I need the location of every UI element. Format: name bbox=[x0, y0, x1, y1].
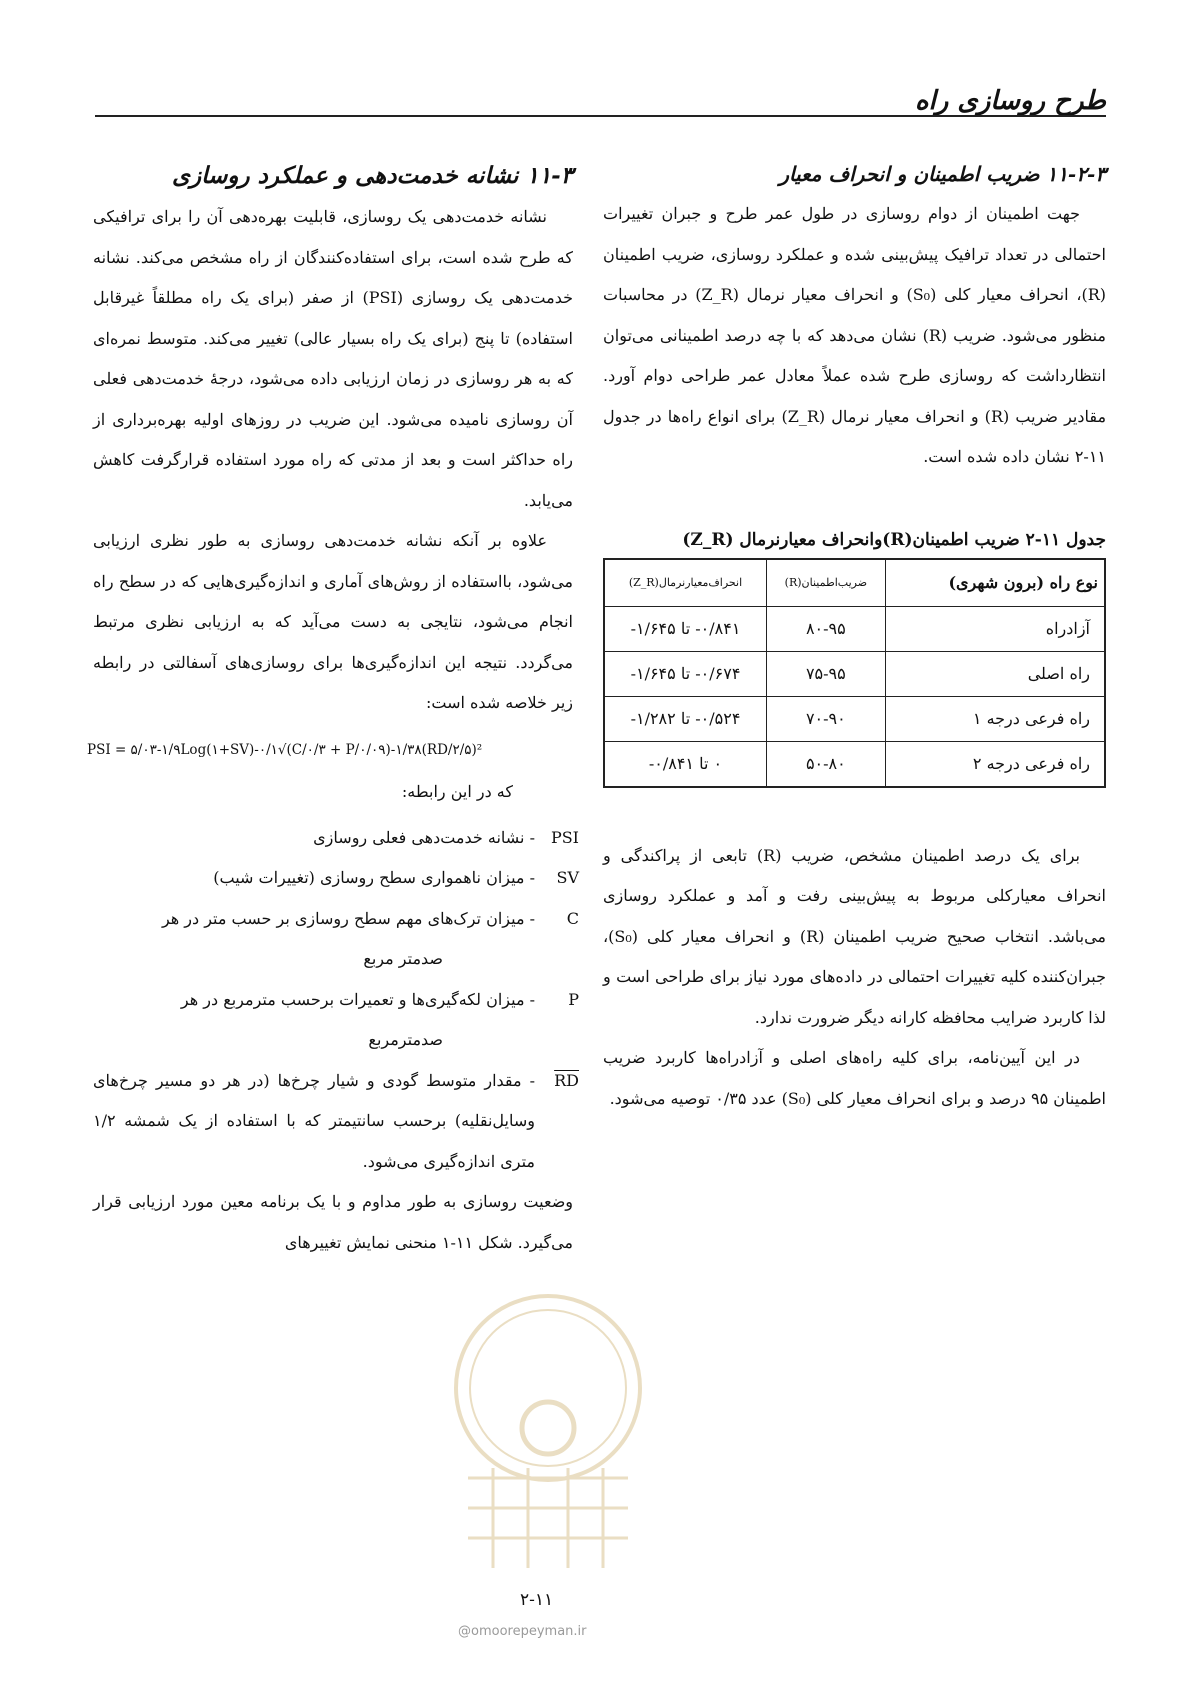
page-number: ۲-۱۱ bbox=[520, 1590, 554, 1610]
definition-c bbox=[93, 899, 579, 940]
paragraph: جهت اطمینان از دوام روسازی در طول عمر طرح و جبران تغییرات احتمالی در تعداد ترافیک پیش‌بینی شده و عملکرد روسازی، ضریب اطمینان (R)، انحراف معیار کلی (S₀) و انحراف معیار نرمال (Z_R) در محاسبات منظور می‌شود. ضریب (R) نشان می‌دهد که با چه درصد اطمینانی می‌توان انتظارداشت که روسازی طرح شده عملاً معادل عمر طراحی دوام آورد. مقادیر ضریب (R) و انحراف معیار نرمال (Z_R) برای انواع راه‌ها در جدول ۱۱-۲ نشان داده شده است. bbox=[603, 204, 1107, 466]
table-header-cell: نوع راه (برون شهری) bbox=[885, 559, 1105, 607]
paragraph: برای یک درصد اطمینان مشخص، ضریب (R) تابعی از پراکندگی و انحراف معیارکلی مربوط به پیش‌بینی رفت و آمد و عملکرد روسازی می‌باشد. انتخاب صحیح ضریب اطمینان (R) و انحراف معیار کلی (S₀)، جبران‌کننده کلیه تغییرات احتمالی در داده‌های مورد نیاز برای طراحی است و لذا کاربرد ضرایب محافظه کارانه دیگر ضرورت ندارد. bbox=[603, 845, 1106, 1027]
definition-symbol: SV bbox=[556, 868, 579, 887]
table-caption: جدول ۱۱-۲ ضریب اطمینان(R)وانحراف معیارنرمال (Z_R) bbox=[682, 529, 1106, 550]
watermark-seal-icon bbox=[448, 1278, 648, 1578]
table-cell: ۷۵-۹۵ bbox=[766, 651, 885, 696]
table-cell: ۰/۵۲۴- تا ۱/۲۸۲- bbox=[604, 696, 766, 741]
paragraph: در این آیین‌نامه، برای کلیه راه‌های اصلی و آزادراه‌ها کاربرد ضریب اطمینان ۹۵ درصد و برای انحراف معیار کلی (S₀) عدد ۰/۳۵ توصیه می‌شود. bbox=[603, 1048, 1106, 1108]
definition-text: - میزان ترک‌های مهم سطح روسازی بر حسب متر در هر bbox=[161, 908, 535, 928]
table-row bbox=[604, 741, 1105, 787]
definition-symbol: PSI bbox=[550, 827, 579, 847]
definitions-intro: که در این رابطه: bbox=[401, 781, 513, 801]
section-title-reliability: ۱۱-۲-۳ ضریب اطمینان و انحراف معیار bbox=[779, 162, 1106, 186]
definition-symbol: $\overline{RD}$ bbox=[554, 1070, 579, 1090]
table-cell: ۰/۸۴۱- تا ۱/۶۴۵- bbox=[604, 606, 766, 651]
paragraph: علاوه بر آنکه نشانه خدمت‌دهی روسازی به طور نظری ارزیابی می‌شود، بااستفاده از روش‌های آماری و اندازه‌گیری‌هایی که در سطح راه انجام می‌شود، نتایجی به دست می‌آید که به ارزیابی نظری مرتبط می‌گردد. نتیجه این اندازه‌گیری‌ها برای روسازی‌های آسفالتی در رابطه زیر خلاصه شده است: bbox=[93, 531, 573, 712]
table-row bbox=[604, 606, 1105, 651]
table-cell: راه اصلی bbox=[885, 651, 1105, 696]
table-cell: راه فرعی درجه ۲ bbox=[885, 741, 1105, 787]
table-cell: ۸۰-۹۵ bbox=[766, 606, 885, 651]
watermark-url: @omoorepeyman.ir bbox=[458, 1624, 587, 1639]
definition-continuation: صدمتر مربع bbox=[363, 949, 443, 968]
definition-p bbox=[93, 980, 579, 1021]
table-row bbox=[604, 696, 1105, 741]
definition-psi bbox=[93, 818, 579, 859]
table-header-cell: انحراف‌معیارنرمال(Z_R) bbox=[604, 559, 766, 607]
definition-rd bbox=[93, 1061, 579, 1183]
running-header: طرح روسازی راه bbox=[914, 86, 1106, 116]
definition-text: - مقدار متوسط گودی و شیار چرخ‌ها (در هر دو مسیر چرخ‌های وسایل‌نقلیه) برحسب سانتیمتر که با استفاده از یک شمشه ۱/۲ متری اندازه‌گیری می‌شود. bbox=[93, 1070, 535, 1171]
definition-symbol: C bbox=[566, 908, 579, 928]
table-header-row bbox=[604, 559, 1105, 607]
table-cell: راه فرعی درجه ۱ bbox=[885, 696, 1105, 741]
definition-continuation: صدمترمربع bbox=[368, 1030, 443, 1049]
table-row bbox=[604, 651, 1105, 696]
table-cell: ۰ تا ۰/۸۴۱- bbox=[604, 741, 766, 787]
table-header-cell: ضریب‌اطمینان(R) bbox=[766, 559, 885, 607]
definition-text: - میزان لکه‌گیری‌ها و تعمیرات برحسب مترمربع در هر bbox=[180, 989, 535, 1009]
definition-symbol: P bbox=[568, 989, 579, 1009]
header-rule bbox=[95, 115, 1106, 117]
definition-sv bbox=[93, 858, 579, 899]
table-cell: آزادراه bbox=[885, 606, 1105, 651]
right-column bbox=[603, 162, 1106, 1119]
table-cell: ۷۰-۹۰ bbox=[766, 696, 885, 741]
paragraph: نشانه خدمت‌دهی یک روسازی، قابلیت بهره‌دهی آن را برای ترافیکی که طرح شده است، برای استفاده‌کنندگان از راه مشخص می‌کند. نشانه خدمت‌دهی یک روسازی (PSI) از صفر (برای یک راه مطلقاً غیرقابل استفاده) تا پنج (برای یک راه بسیار عالی) تغییر می‌کند. متوسط نمره‌ای که به هر روسازی در زمان ارزیابی داده می‌شود، درجهٔ خدمت‌دهی فعلی آن روسازی نامیده می‌شود. این ضریب در روزهای اولیه بهره‌برداری از راه حداکثر است و بعد از مدتی که راه مورد استفاده قرارگرفت کاهش می‌یابد. bbox=[93, 207, 573, 510]
table-cell: ۰/۶۷۴- تا ۱/۶۴۵- bbox=[604, 651, 766, 696]
definition-text: - نشانه خدمت‌دهی فعلی روسازی bbox=[313, 827, 535, 847]
definition-text: - میزان ناهمواری سطح روسازی (تغییرات شیب) bbox=[213, 868, 535, 887]
psi-formula: PSI = ۵/۰۳-۱/۹Log(۱+SV)-۰/۱√(C/۰/۳ + P/۰/۰۹)-۱/۳۸(RD/۲/۵)² bbox=[87, 741, 483, 758]
reliability-table bbox=[603, 558, 1106, 788]
table-cell: ۵۰-۸۰ bbox=[766, 741, 885, 787]
left-column bbox=[87, 162, 579, 1263]
section-title-serviceability: ۱۱-۳ نشانه خدمت‌دهی و عملکرد روسازی bbox=[171, 162, 573, 189]
paragraph: وضعیت روسازی به طور مداوم و با یک برنامه معین مورد ارزیابی قرار می‌گیرد. شکل ۱۱-۱ منحنی نمایش تغییرهای bbox=[93, 1192, 573, 1252]
